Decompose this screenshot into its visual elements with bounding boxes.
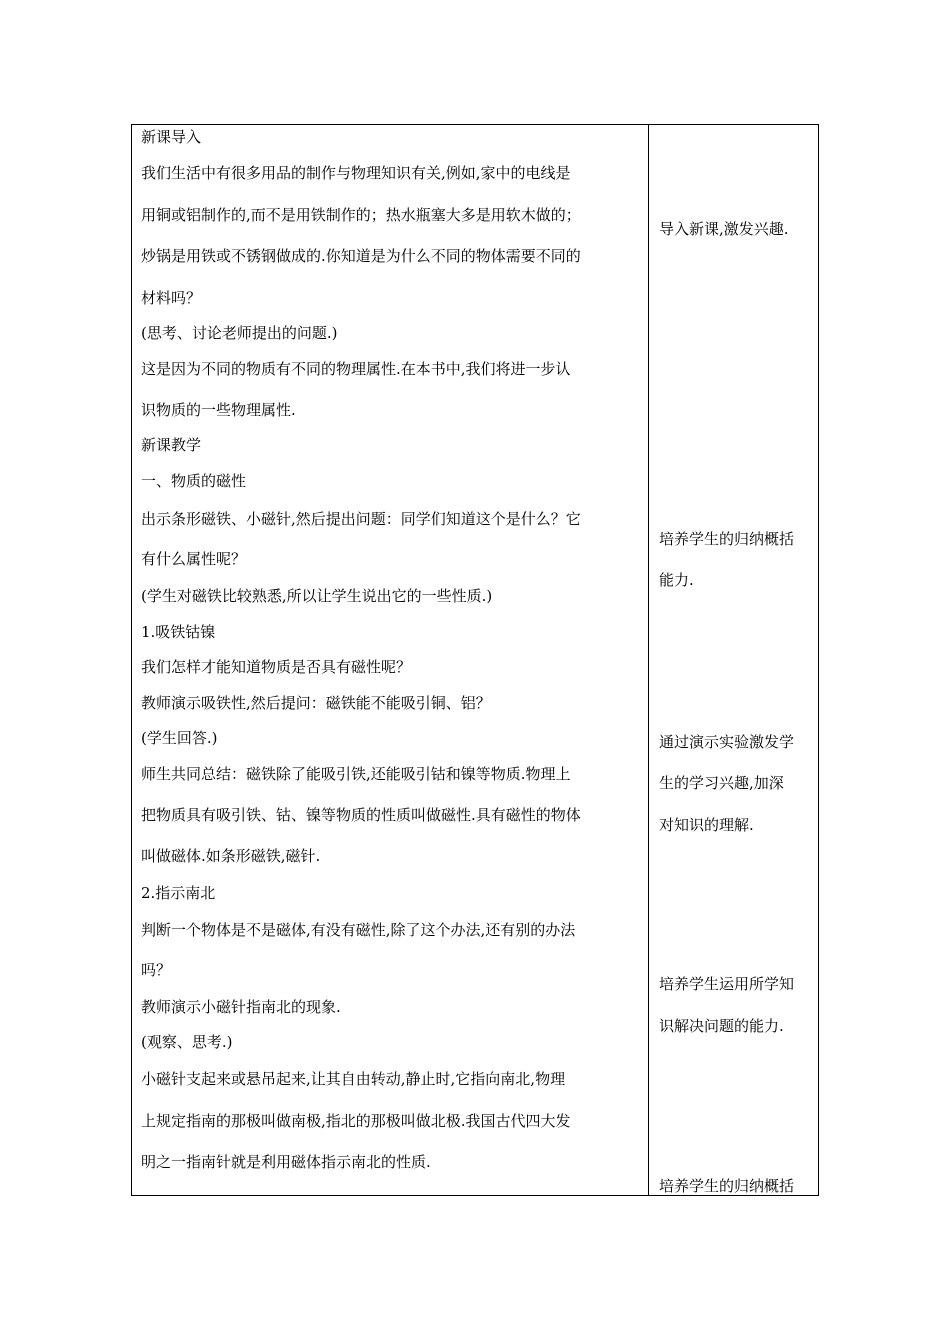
- content-line: 炒锅是用铁或不锈钢做成的.你知道是为什么不同的物体需要不同的: [141, 247, 581, 265]
- content-line: 把物质具有吸引铁、钴、镍等物质的性质叫做磁性.具有磁性的物体: [141, 806, 581, 824]
- subsection-heading: 一、物质的磁性: [141, 472, 247, 490]
- content-line: 我们生活中有很多用品的制作与物理知识有关,例如,家中的电线是: [141, 164, 571, 182]
- content-line: 这是因为不同的物质有不同的物理属性.在本书中,我们将进一步认: [141, 360, 571, 378]
- lesson-plan-table: [131, 124, 819, 1196]
- intent-line: 通过演示实验激发学: [659, 733, 795, 751]
- intent-line: 培养学生的归纳概括: [659, 530, 795, 548]
- intent-line: 能力.: [659, 571, 694, 589]
- content-line: 出示条形磁铁、小磁针,然后提出问题：同学们知道这个是什么？它: [141, 510, 581, 528]
- content-line: (思考、讨论老师提出的问题.): [141, 324, 338, 342]
- content-line: 有什么属性呢？: [141, 550, 247, 568]
- content-line: 上规定指南的那极叫做南极,指北的那极叫做北极.我国古代四大发: [141, 1112, 571, 1130]
- intent-line: 生的学习兴趣,加深: [659, 774, 784, 792]
- subsection-heading: 1.吸铁钴镍: [141, 623, 216, 641]
- section-heading-teaching: 新课教学: [141, 436, 202, 454]
- intent-line: 导入新课,激发兴趣.: [659, 220, 789, 238]
- content-line: 用铜或铝制作的,而不是用铁制作的；热水瓶塞大多是用软木做的；: [141, 206, 581, 224]
- content-line: 教师演示吸铁性,然后提问：磁铁能不能吸引铜、铝？: [141, 694, 491, 712]
- content-line: 师生共同总结：磁铁除了能吸引铁,还能吸引钴和镍等物质.物理上: [141, 765, 571, 783]
- intent-line: 对知识的理解.: [659, 816, 754, 834]
- column-divider: [648, 125, 649, 1195]
- content-line: 明之一指南针就是利用磁体指示南北的性质.: [141, 1153, 431, 1171]
- content-line: (观察、思考.): [141, 1033, 233, 1051]
- content-line: 小磁针支起来或悬吊起来,让其自由转动,静止时,它指向南北,物理: [141, 1070, 566, 1088]
- intent-line: 识解决问题的能力.: [659, 1017, 784, 1035]
- content-line: 吗？: [141, 961, 172, 979]
- content-line: (学生回答.): [141, 729, 218, 747]
- subsection-heading: 2.指示南北: [141, 884, 216, 902]
- content-line: 判断一个物体是不是磁体,有没有磁性,除了这个办法,还有别的办法: [141, 921, 576, 939]
- content-line: 教师演示小磁针指南北的现象.: [141, 998, 341, 1016]
- content-line: 材料吗？: [141, 289, 202, 307]
- intent-line: 培养学生运用所学知: [659, 975, 795, 993]
- content-line: 我们怎样才能知道物质是否具有磁性呢？: [141, 658, 412, 676]
- section-heading-intro: 新课导入: [141, 128, 202, 146]
- content-line: 叫做磁体.如条形磁铁,磁针.: [141, 847, 321, 865]
- content-line: (学生对磁铁比较熟悉,所以让学生说出它的一些性质.): [141, 587, 493, 605]
- content-line: 识物质的一些物理属性.: [141, 401, 296, 419]
- intent-line: 培养学生的归纳概括: [659, 1177, 795, 1195]
